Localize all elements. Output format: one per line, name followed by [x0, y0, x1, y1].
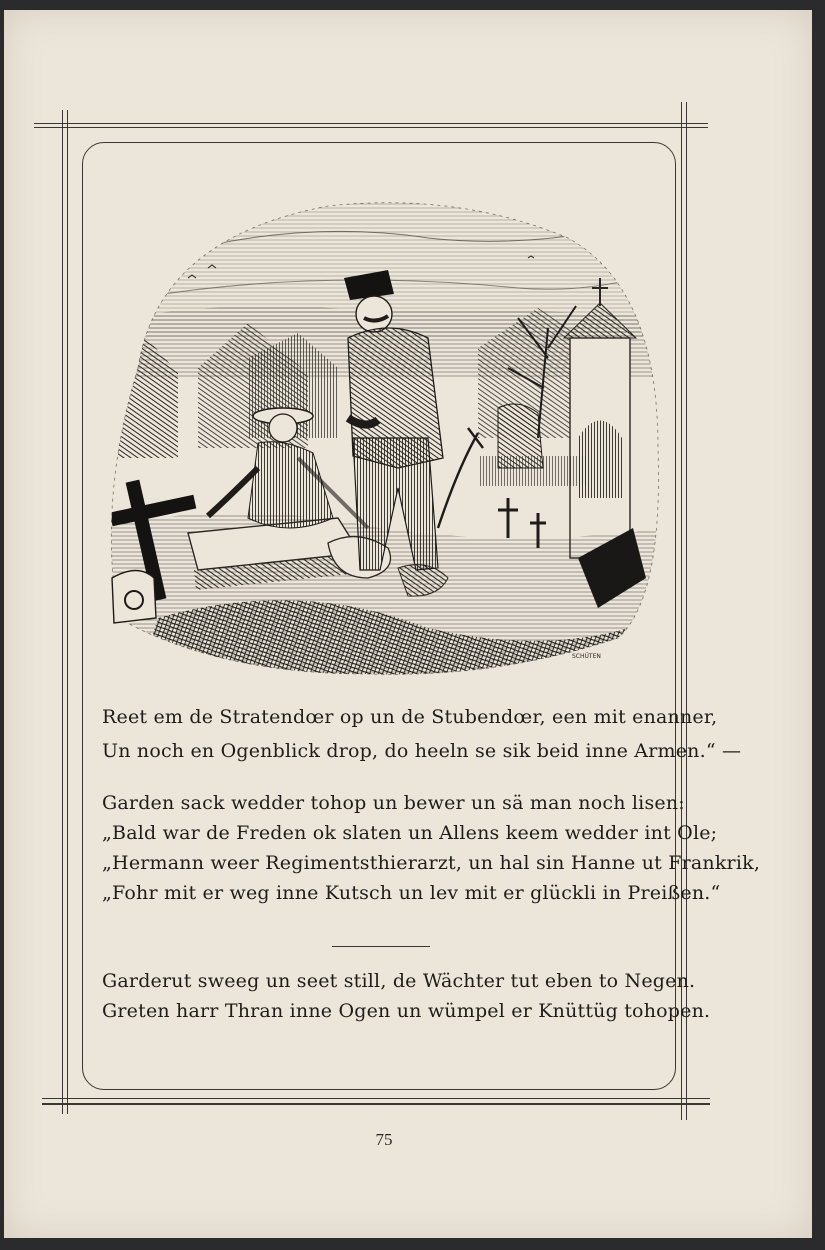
engraver-signature: SCHÜTEN: [572, 653, 601, 660]
stanza-2-line-2: „Bald war de Freden ok slaten un Allens keem wedder int Ole;: [102, 822, 718, 844]
stanza-1-line-2: Un noch en Ogenblick drop, do heeln se sik beid inne Armen.“ —: [102, 740, 742, 762]
stanza-3-line-1: Garderut sweeg un seet still, de Wächter tut eben to Negen.: [102, 970, 696, 992]
stanza-1-line-1: Reet em de Stratendœr op un de Stubendœr, een mit enanner,: [102, 706, 718, 728]
engraving-illustration: [98, 198, 668, 682]
top-rule-inner: [34, 127, 708, 128]
stanza-2-line-4: „Fohr mit er weg inne Kutsch un lev mit er glückli in Preißen.“: [102, 882, 721, 904]
left-rule-inner: [67, 110, 68, 1114]
right-rule-outer: [681, 102, 682, 1120]
section-separator: [332, 946, 430, 947]
right-rule-inner: [686, 102, 687, 1120]
bottom-rule-outer: [42, 1098, 710, 1099]
stanza-2-line-3: „Hermann weer Regimentsthierarzt, un hal sin Hanne ut Frankrik,: [102, 852, 761, 874]
stanza-2-line-1: Garden sack wedder tohop un bewer un sä man noch lisen:: [102, 792, 685, 814]
left-rule-outer: [62, 110, 63, 1114]
bottom-rule-inner: [42, 1103, 710, 1105]
book-page: [4, 10, 812, 1238]
page-number: 75: [375, 1130, 393, 1149]
stanza-3-line-2: Greten harr Thran inne Ogen un wümpel er Knüttüg tohopen.: [102, 1000, 711, 1022]
top-rule-outer: [34, 123, 708, 124]
